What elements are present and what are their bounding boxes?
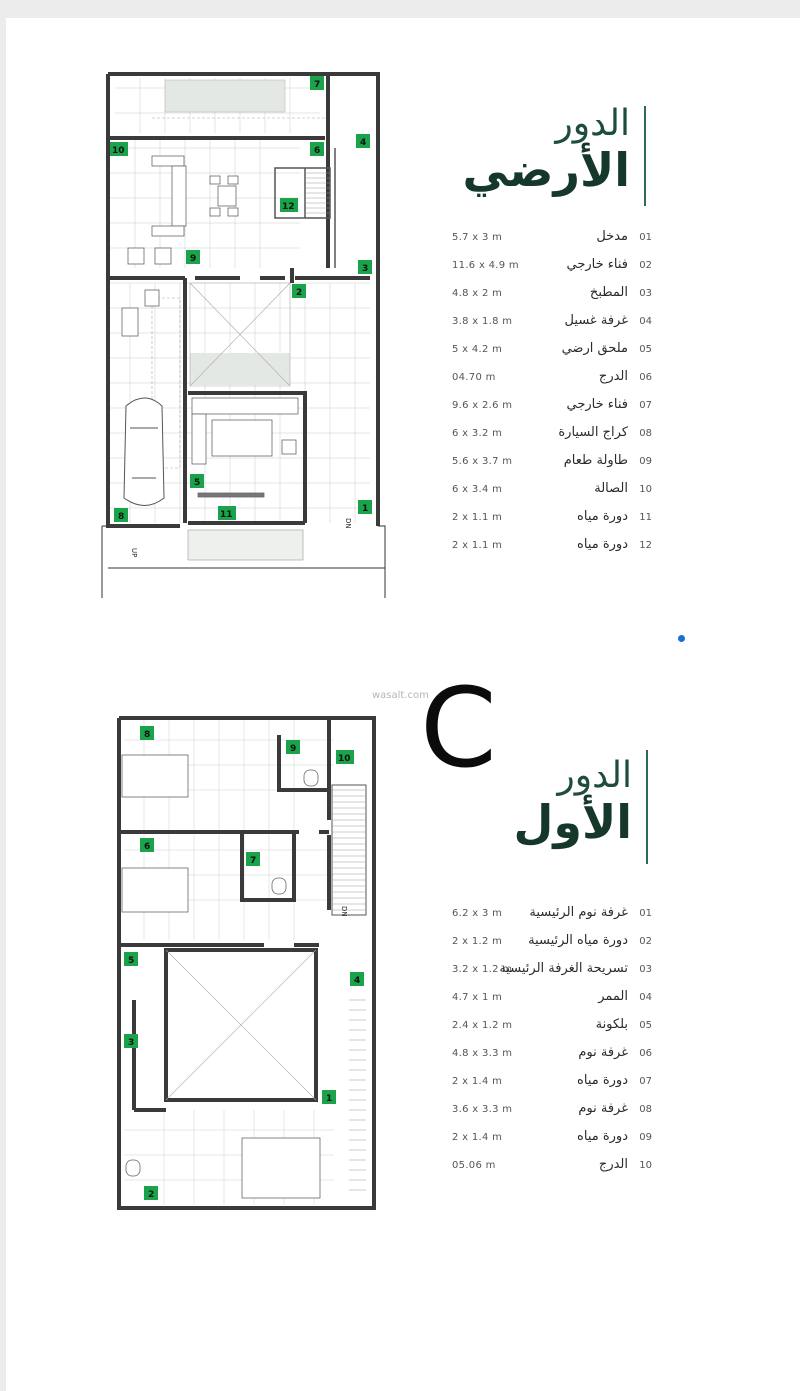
model-letter: C [420, 664, 497, 792]
legend-row: 2 x 1.4 m دورة مياه 09 [452, 1129, 652, 1144]
first-floor-legend [452, 902, 652, 1182]
svg-text:3: 3 [128, 1038, 135, 1048]
ground-floor-plan [100, 68, 390, 598]
svg-text:2: 2 [296, 288, 303, 298]
legend-row: 9.6 x 2.6 m فناء خارجي 07 [452, 397, 652, 412]
legend-row: 11.6 x 4.9 m فناء خارجي 02 [452, 257, 652, 272]
first-floor-title-light: الدور [557, 755, 632, 796]
legend-row: 5.7 x 3 m مدخل 01 [452, 229, 652, 244]
legend-row: 4.8 x 3.3 m غرفة نوم 06 [452, 1045, 652, 1060]
legend-row: 2.4 x 1.2 m بلكونة 05 [452, 1017, 652, 1032]
dn-label: DN [344, 518, 352, 529]
legend-row: 3.2 x 1.2 m تسريحة الغرفة الرئيسية 03 [452, 961, 652, 976]
svg-text:10: 10 [112, 146, 125, 156]
svg-text:7: 7 [314, 80, 321, 90]
first-floor-divider [646, 750, 648, 864]
ground-floor-title-bold: الأرضي [462, 143, 630, 197]
legend-row: 2 x 1.2 m دورة مياه الرئيسية 02 [452, 933, 652, 948]
legend-row: 3.8 x 1.8 m غرفة غسيل 04 [452, 313, 652, 328]
svg-text:10: 10 [338, 754, 351, 764]
svg-text:6: 6 [144, 842, 151, 852]
svg-text:8: 8 [118, 512, 125, 522]
first-floor-title-bold: الأول [513, 795, 632, 849]
svg-text:5: 5 [128, 956, 135, 966]
legend-row: 6 x 3.2 m كراج السيارة 08 [452, 425, 652, 440]
legend-row: 6 x 3.4 m الصالة 10 [452, 481, 652, 496]
svg-text:6: 6 [314, 146, 321, 156]
svg-text:9: 9 [290, 744, 297, 754]
legend-row: 4.8 x 2 m المطبخ 03 [452, 285, 652, 300]
svg-text:4: 4 [354, 976, 361, 986]
ground-floor-heading [440, 104, 630, 196]
svg-text:4: 4 [360, 138, 367, 148]
first-floor-plan [104, 710, 394, 1220]
legend-row: 05.06 m الدرج 10 [452, 1157, 652, 1172]
legend-row: 6.2 x 3 m غرفة نوم الرئيسية 01 [452, 905, 652, 920]
svg-text:3: 3 [362, 264, 369, 274]
svg-text:11: 11 [220, 510, 233, 520]
legend-row: 04.70 m الدرج 06 [452, 369, 652, 384]
legend-row: 2 x 1.1 m دورة مياه 12 [452, 537, 652, 552]
svg-text:2: 2 [148, 1190, 155, 1200]
watermark: wasalt.com [372, 690, 429, 701]
up-label: UP [130, 548, 138, 558]
svg-text:12: 12 [282, 202, 295, 212]
blue-dot [678, 635, 685, 642]
svg-text:1: 1 [362, 504, 369, 514]
svg-text:7: 7 [250, 856, 257, 866]
ground-floor-legend [452, 226, 652, 562]
legend-row: 2 x 1.4 m دورة مياه 07 [452, 1073, 652, 1088]
ground-floor-title-light: الدور [555, 103, 630, 144]
legend-row: 4.7 x 1 m الممر 04 [452, 989, 652, 1004]
legend-row: 2 x 1.1 m دورة مياه 11 [452, 509, 652, 524]
first-floor-heading [440, 756, 632, 848]
dn-label-first: DN [340, 906, 348, 917]
legend-row: 3.6 x 3.3 m غرفة نوم 08 [452, 1101, 652, 1116]
svg-text:9: 9 [190, 254, 197, 264]
ground-floor-divider [644, 106, 646, 206]
legend-row: 5 x 4.2 m ملحق ارضي 05 [452, 341, 652, 356]
svg-text:1: 1 [326, 1094, 333, 1104]
svg-text:5: 5 [194, 478, 201, 488]
svg-text:8: 8 [144, 730, 151, 740]
legend-row: 5.6 x 3.7 m طاولة طعام 09 [452, 453, 652, 468]
